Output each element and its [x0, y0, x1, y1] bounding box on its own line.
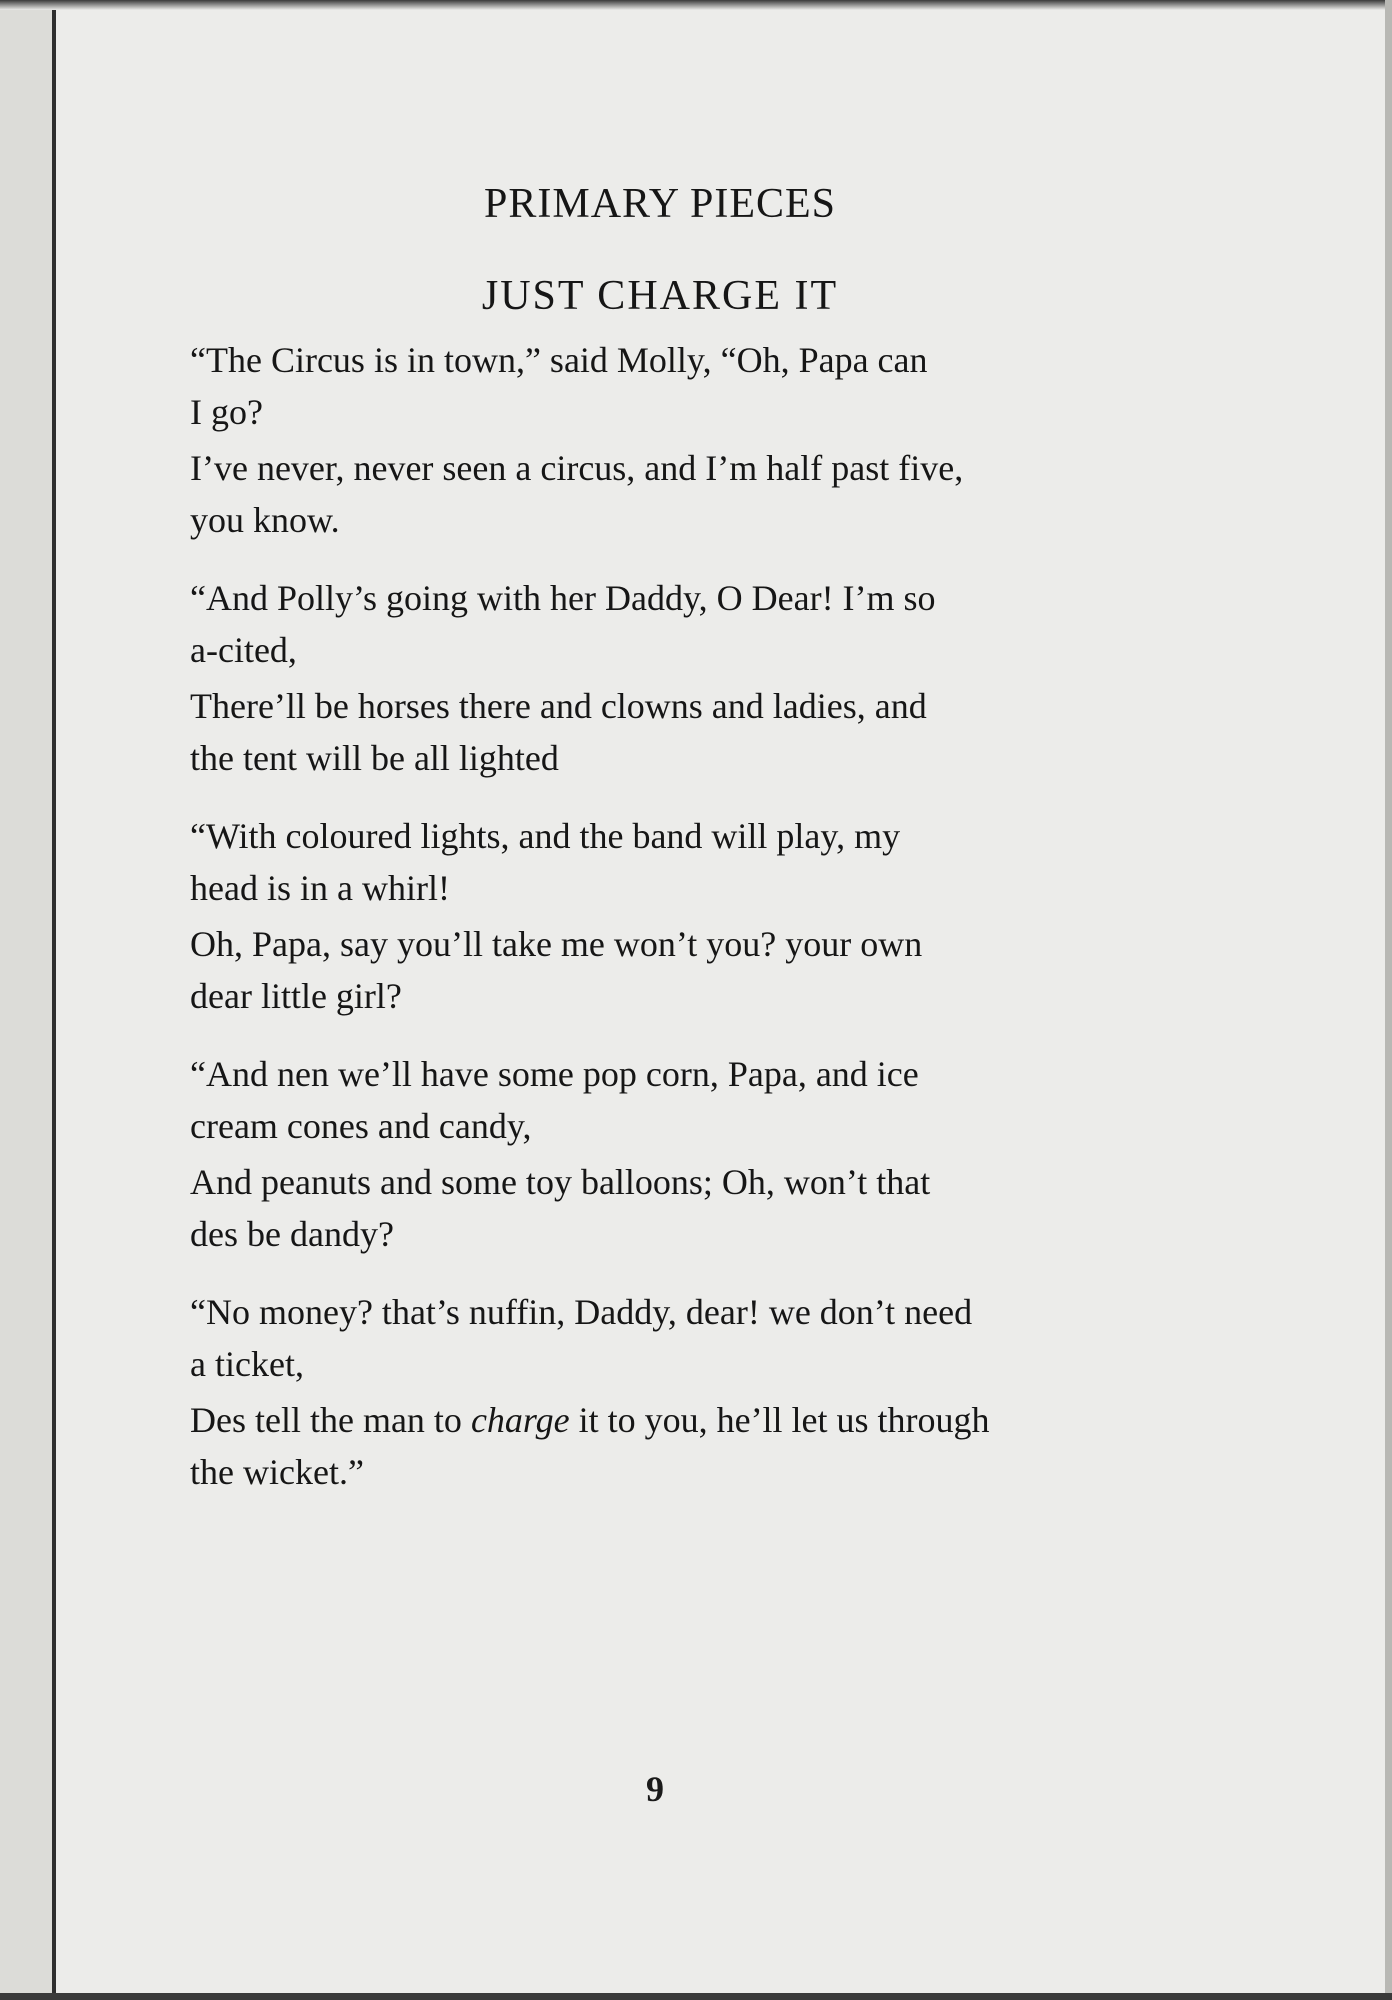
section-title: PRIMARY PIECES: [483, 181, 837, 227]
page-top-edge: [0, 0, 1392, 10]
line-text: There’ll be horses there and clowns and ladies, and: [190, 686, 927, 726]
stanza-4: [190, 1048, 1170, 1260]
poem-line: [190, 1156, 1215, 1260]
poem-line: [190, 334, 1215, 438]
poem-line: [190, 810, 1215, 914]
line-text: “And Polly’s going with her Daddy, O Dear! I’m so: [190, 578, 936, 618]
line-text: “With coloured lights, and the band will play, my: [190, 816, 901, 856]
poem-line: [190, 572, 1215, 676]
page-right-edge: [1385, 0, 1392, 2000]
poem-line: [190, 1394, 1215, 1498]
line-text: And peanuts and some toy balloons; Oh, won’t that: [190, 1162, 931, 1202]
stanza-2: [190, 572, 1170, 784]
line-continuation: I go?: [190, 392, 263, 432]
poem-title: JUST CHARGE IT: [481, 273, 839, 319]
italic-word: charge: [470, 1400, 570, 1440]
stanza-3: [190, 810, 1170, 1022]
line-continuation: a ticket,: [190, 1344, 304, 1384]
poem-line: [190, 442, 1215, 546]
line-continuation: you know.: [190, 500, 340, 540]
line-text: “No money? that’s nuffin, Daddy, dear! we don’t need: [190, 1292, 973, 1332]
poem-line: [190, 918, 1215, 1022]
line-continuation: a-cited,: [190, 630, 297, 670]
line-continuation: the wicket.”: [190, 1452, 364, 1492]
page-number: 9: [646, 1769, 664, 1809]
line-text: I’ve never, never seen a circus, and I’m half past five,: [190, 448, 964, 488]
line-text: Oh, Papa, say you’ll take me won’t you? your own: [190, 924, 923, 964]
poem-line: [190, 1286, 1215, 1390]
binding-line: [52, 10, 56, 1995]
page-gutter: [0, 0, 52, 2000]
poem-line: [190, 1048, 1215, 1152]
stanza-1: [190, 334, 1170, 546]
page-bottom-edge: [0, 1993, 1392, 2000]
line-continuation: head is in a whirl!: [190, 868, 450, 908]
line-continuation: cream cones and candy,: [190, 1106, 532, 1146]
poem-line: [190, 680, 1215, 784]
line-text: “The Circus is in town,” said Molly, “Oh, Papa can: [190, 340, 928, 380]
line-continuation: des be dandy?: [190, 1214, 394, 1254]
line-text: “And nen we’ll have some pop corn, Papa, and ice: [190, 1054, 919, 1094]
stanza-5: [190, 1286, 1170, 1498]
line-text-before: Des tell the man to: [190, 1400, 471, 1440]
text-block: [190, 180, 1170, 1524]
line-text-after: it to you, he’ll let us through: [569, 1400, 990, 1440]
line-continuation: dear little girl?: [190, 976, 402, 1016]
line-continuation: the tent will be all lighted: [190, 738, 559, 778]
